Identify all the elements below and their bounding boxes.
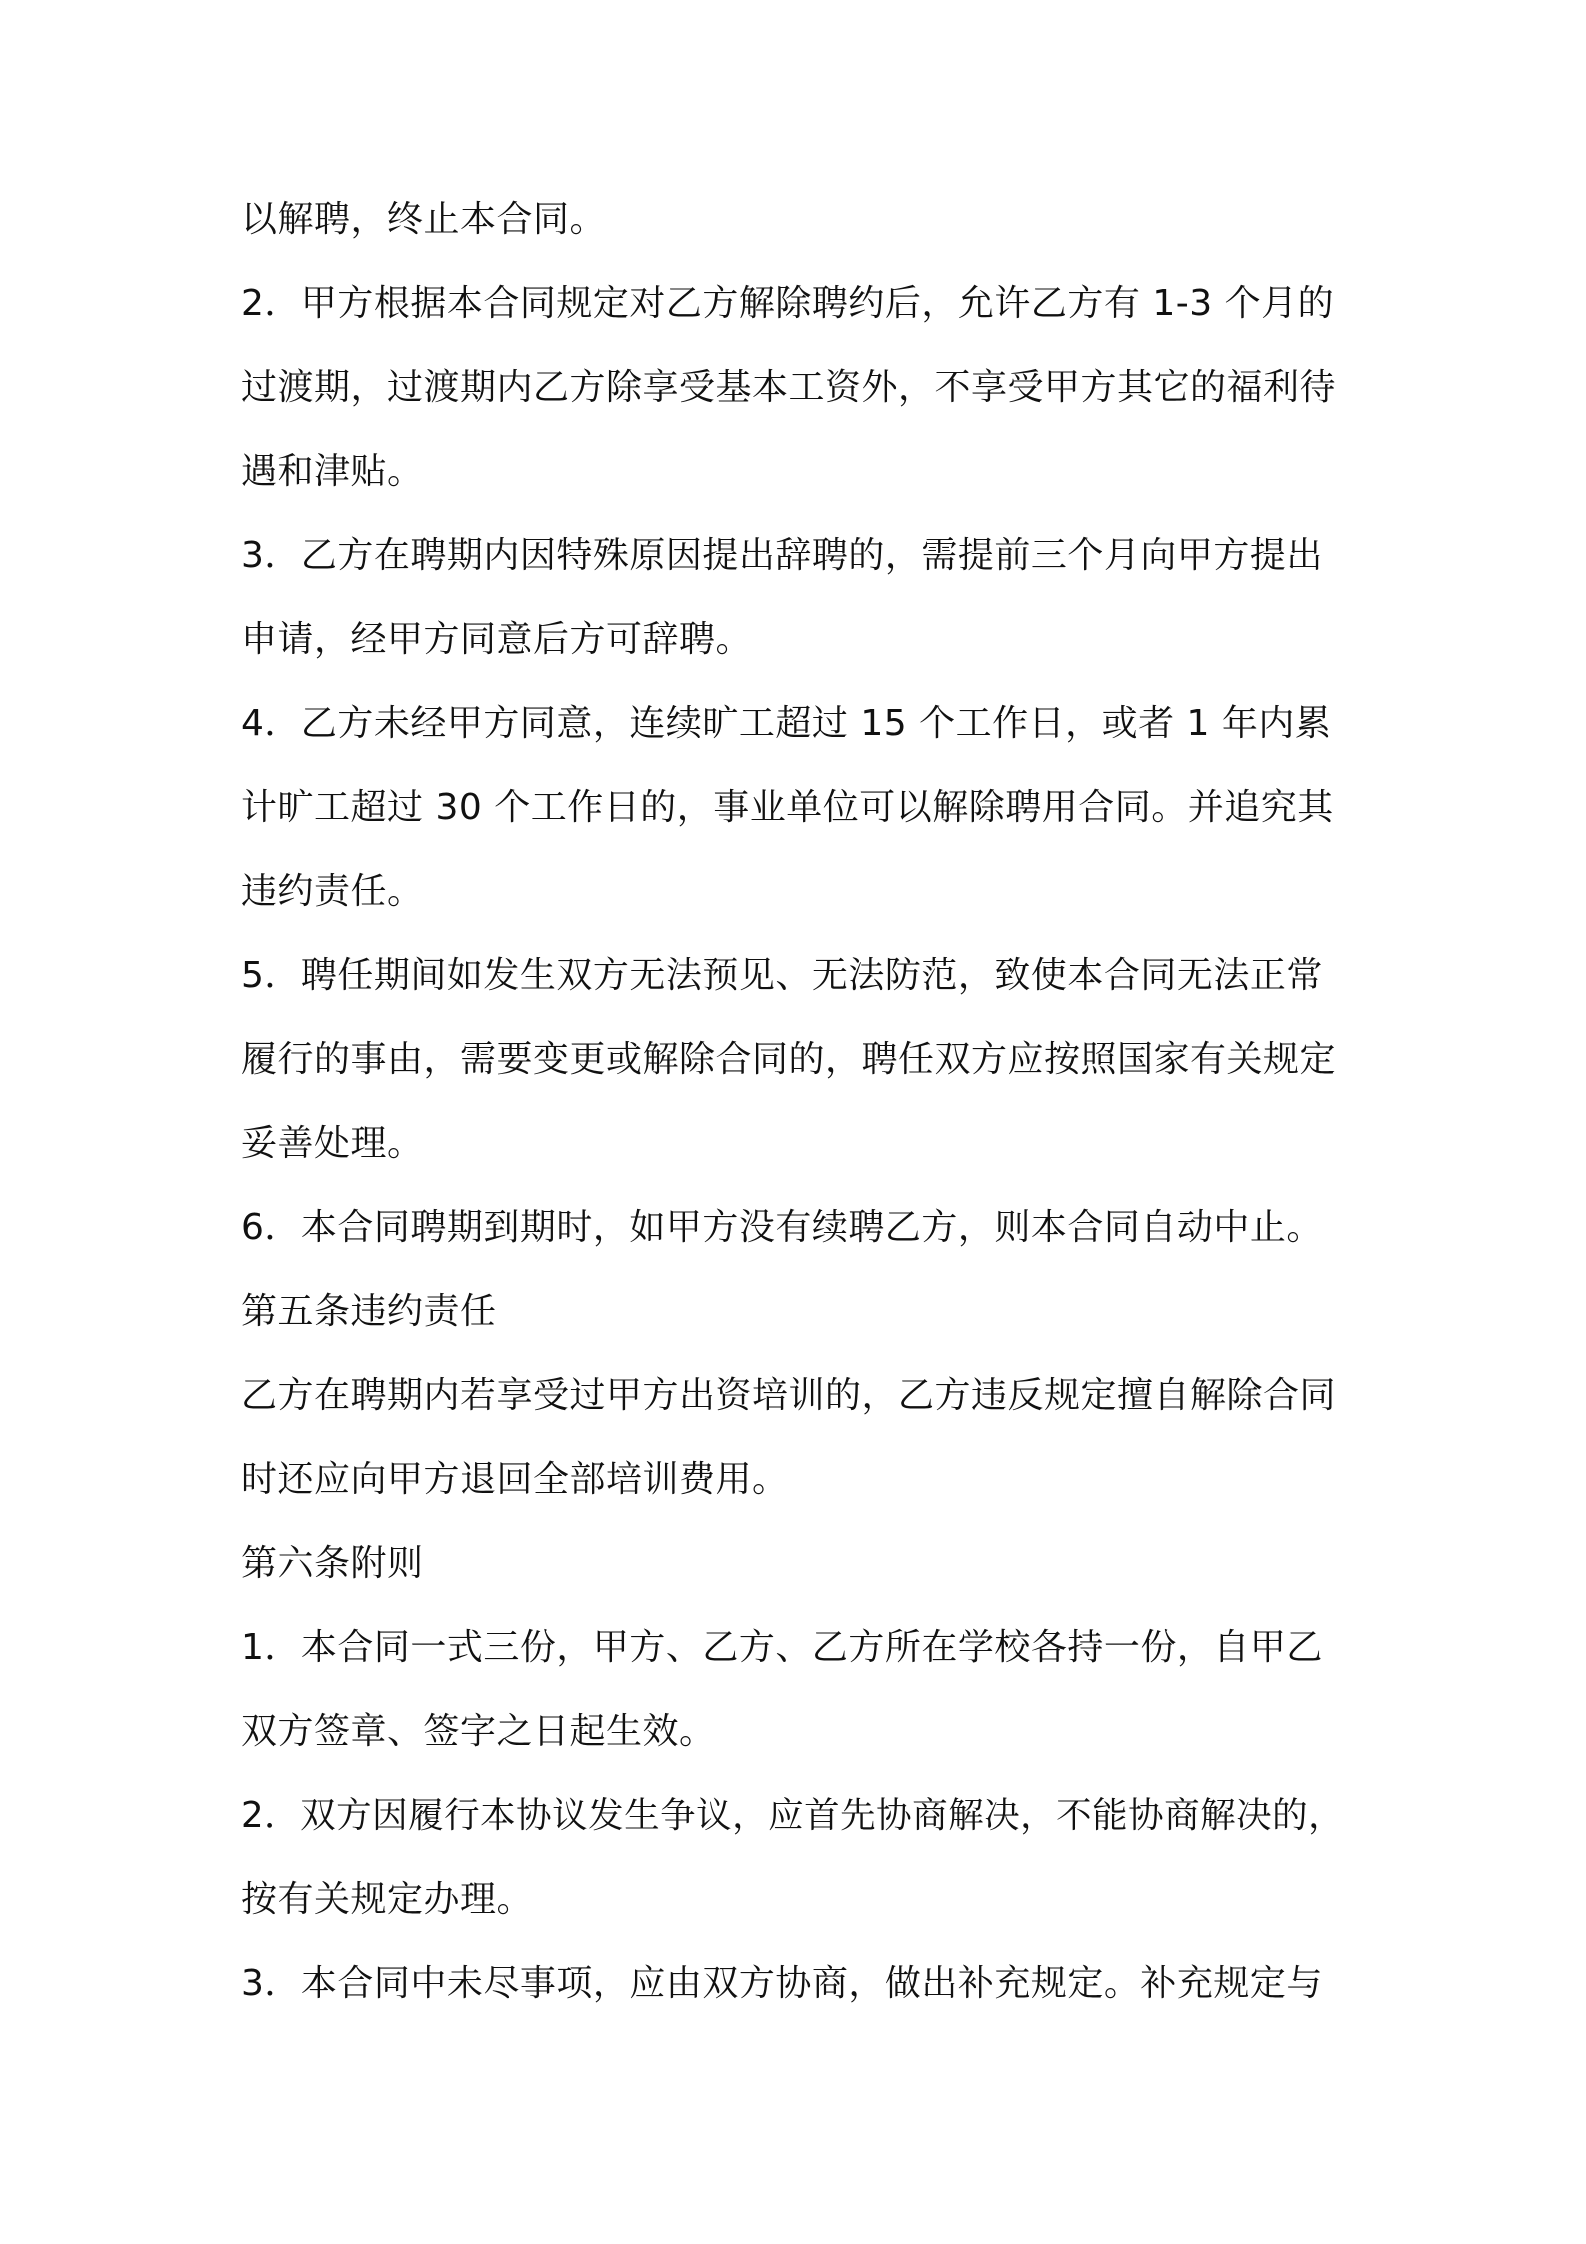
text-line: 时还应向甲方退回全部培训费用。 [241, 1459, 789, 1500]
text-line: 5．聘任期间如发生双方无法预见、无法防范，致使本合同无法正常 [241, 955, 1323, 996]
text-line: 双方签章、签字之日起生效。 [241, 1711, 716, 1752]
text-line: 4．乙方未经甲方同意，连续旷工超过 15 个工作日，或者 1 年内累 [241, 703, 1332, 744]
text-line: 6．本合同聘期到期时，如甲方没有续聘乙方，则本合同自动中止。 [241, 1207, 1323, 1248]
text-line: 申请，经甲方同意后方可辞聘。 [241, 619, 753, 660]
section-heading: 第五条违约责任 [241, 1291, 497, 1332]
text-line: 2．甲方根据本合同规定对乙方解除聘约后，允许乙方有 1-3 个月的 [241, 283, 1335, 324]
text-line: 遇和津贴。 [241, 451, 424, 492]
text-line: 履行的事由，需要变更或解除合同的，聘任双方应按照国家有关规定 [241, 1039, 1337, 1080]
text-line: 乙方在聘期内若享受过甲方出资培训的，乙方违反规定擅自解除合同 [241, 1375, 1337, 1416]
text-line: 3．本合同中未尽事项，应由双方协商，做出补充规定。补充规定与 [241, 1963, 1323, 2004]
text-line: 过渡期，过渡期内乙方除享受基本工资外，不享受甲方其它的福利待 [241, 367, 1337, 408]
text-line: 2．双方因履行本协议发生争议，应首先协商解决，不能协商解决的， [241, 1795, 1345, 1836]
text-line: 计旷工超过 30 个工作日的，事业单位可以解除聘用合同。并追究其 [241, 787, 1334, 828]
text-line: 以解聘，终止本合同。 [241, 199, 607, 240]
text-line: 妥善处理。 [241, 1123, 424, 1164]
text-line: 按有关规定办理。 [241, 1879, 534, 1920]
text-line: 违约责任。 [241, 871, 424, 912]
text-line: 3．乙方在聘期内因特殊原因提出辞聘的，需提前三个月向甲方提出 [241, 535, 1323, 576]
text-line: 1．本合同一式三份，甲方、乙方、乙方所在学校各持一份，自甲乙 [241, 1627, 1323, 1668]
section-heading: 第六条附则 [241, 1543, 424, 1584]
